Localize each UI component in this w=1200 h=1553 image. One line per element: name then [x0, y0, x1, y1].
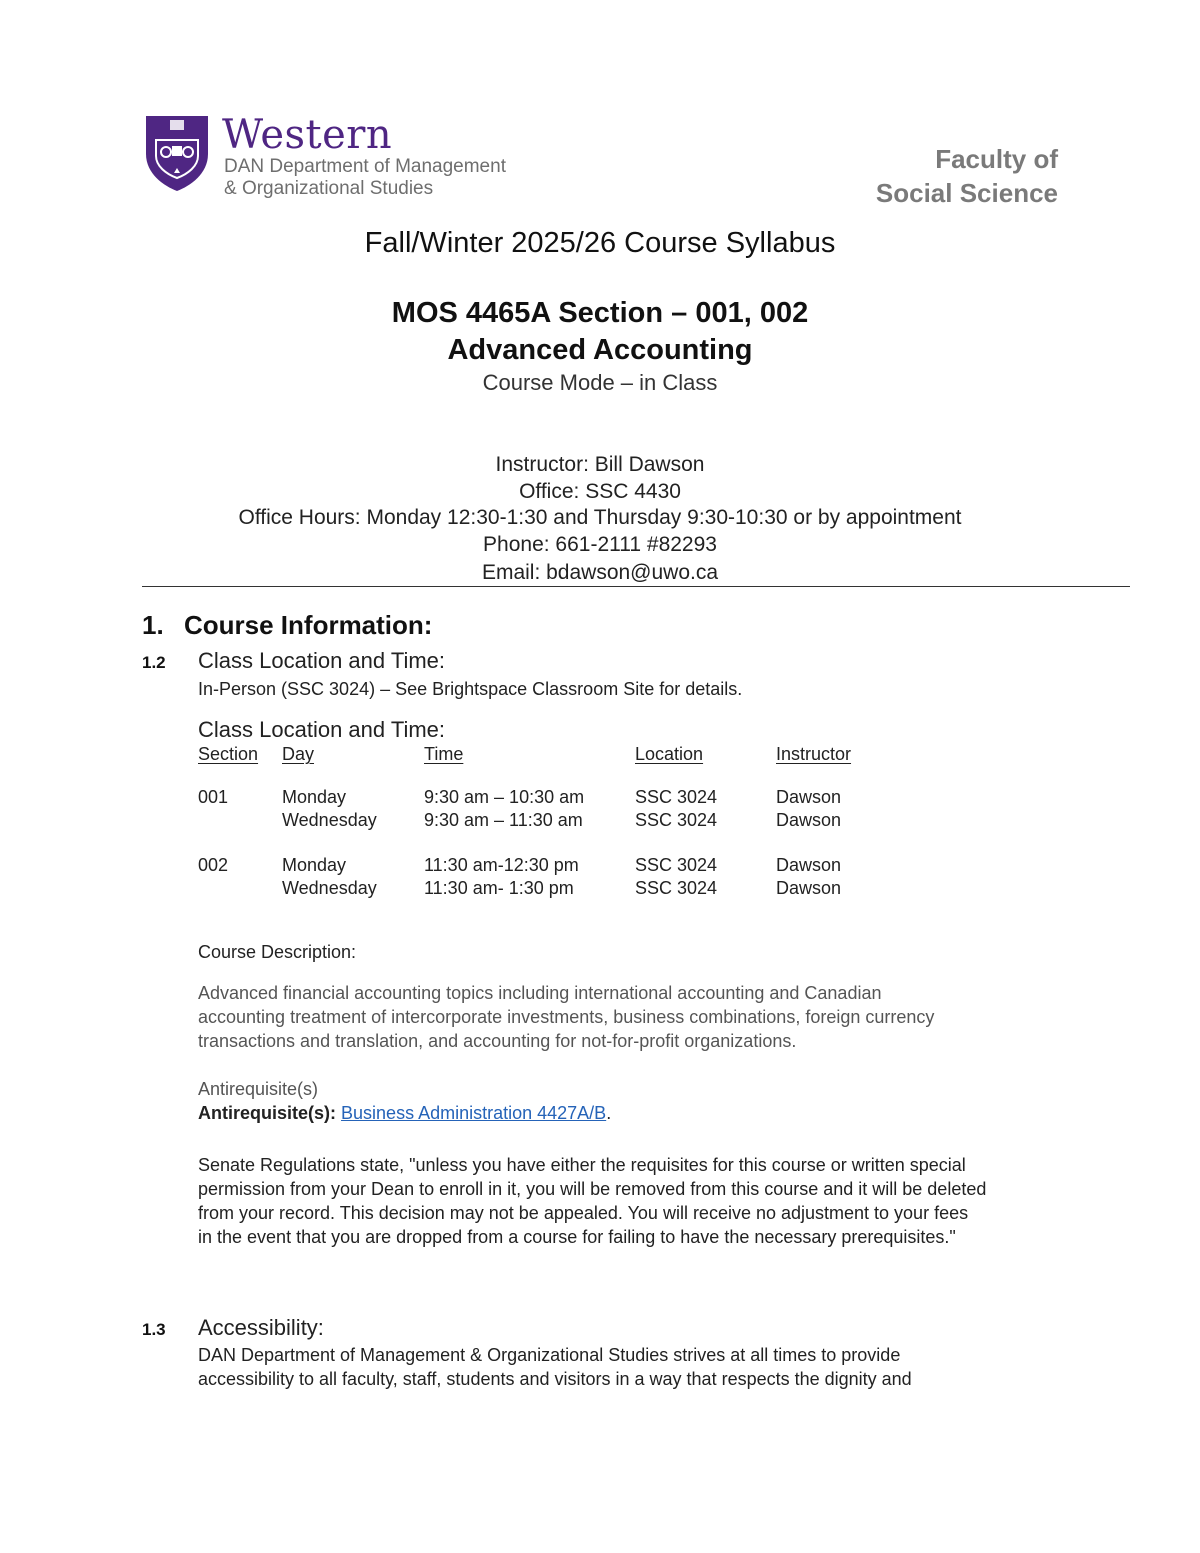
description-line: accounting treatment of intercorporate investments, business combinations, foreign currency	[198, 1007, 935, 1027]
email-address: Email: bdawson@uwo.ca	[481, 561, 719, 584]
course-mode: Course Mode – in Class	[482, 370, 718, 395]
western-dan-logo	[144, 112, 524, 202]
schedule-cell-day: Monday	[282, 787, 347, 807]
subsection-1-2-title: Class Location and Time:	[198, 648, 446, 673]
subsection-1-3-title: Accessibility:	[198, 1315, 324, 1340]
antirequisite-bold-label: Antirequisite(s):	[198, 1103, 337, 1123]
senate-regulations-text	[198, 1153, 1118, 1249]
course-description-label: Course Description:	[198, 942, 357, 962]
schedule-cell-day: Monday	[282, 855, 347, 875]
course-name: Advanced Accounting	[447, 334, 753, 366]
schedule-cell-instructor: Dawson	[776, 810, 842, 830]
subsection-1-3-number: 1.3	[142, 1320, 166, 1339]
course-code: MOS 4465A Section – 001, 002	[391, 297, 809, 329]
antirequisite-course-link[interactable]: Business Administration 4427A/B	[341, 1103, 607, 1123]
accessibility-line: DAN Department of Management & Organizational Studies strives at all times to provide	[198, 1345, 901, 1365]
office-hours: Office Hours: Monday 12:30-1:30 and Thursday 9:30-10:30 or by appointment	[238, 506, 962, 529]
senate-line: from your record. This decision may not be appealed. You will receive no adjustment to your fees	[198, 1203, 969, 1223]
schedule-cell-instructor: Dawson	[776, 855, 842, 875]
schedule-cell-instructor: Dawson	[776, 787, 842, 807]
schedule-cell-time: 9:30 am – 11:30 am	[424, 810, 583, 830]
schedule-cell-section: 001	[198, 787, 229, 807]
syllabus-title: Fall/Winter 2025/26 Course Syllabus	[364, 227, 836, 259]
schedule-header-location: Location	[635, 744, 704, 764]
schedule-cell-time: 11:30 am-12:30 pm	[424, 855, 579, 875]
phone-number: Phone: 661-2111 #82293	[483, 533, 717, 556]
faculty-name	[876, 142, 1058, 210]
schedule-cell-location: SSC 3024	[635, 787, 718, 807]
schedule-cell-day: Wednesday	[282, 878, 377, 898]
office-location: Office: SSC 4430	[519, 480, 681, 503]
accessibility-line: accessibility to all faculty, staff, students and visitors in a way that respects the dignity and	[198, 1369, 912, 1389]
western-shield-icon	[144, 112, 210, 192]
schedule-cell-location: SSC 3024	[635, 855, 718, 875]
section-1-heading	[142, 610, 432, 641]
schedule-cell-section: 002	[198, 855, 229, 875]
schedule-cell-location: SSC 3024	[635, 810, 718, 830]
antirequisite-period: .	[606, 1103, 612, 1123]
section-1-number: 1.	[142, 610, 164, 640]
schedule-cell-time: 9:30 am – 10:30 am	[424, 787, 585, 807]
accessibility-text	[198, 1343, 1098, 1391]
schedule-header-instructor: Instructor	[776, 744, 852, 764]
faculty-line2: Social Science	[875, 178, 1058, 208]
schedule-header-time: Time	[424, 744, 464, 764]
header-divider	[142, 586, 1130, 587]
antirequisite-label: Antirequisite(s)	[198, 1079, 319, 1099]
schedule-cell-day: Wednesday	[282, 810, 377, 830]
senate-line: permission from your Dean to enroll in it, you will be removed from this course and it will be deleted	[198, 1179, 987, 1199]
description-line: transactions and translation, and accounting for not-for-profit organizations.	[198, 1031, 797, 1051]
antirequisite-line	[198, 1101, 611, 1125]
schedule-cell-location: SSC 3024	[635, 878, 718, 898]
schedule-cell-time: 11:30 am- 1:30 pm	[424, 878, 574, 898]
schedule-header-day: Day	[282, 744, 315, 764]
description-line: Advanced financial accounting topics including international accounting and Canadian	[198, 983, 882, 1003]
logo-department-line2: & Organizational Studies	[224, 178, 434, 199]
schedule-title: Class Location and Time:	[198, 717, 446, 742]
senate-line: Senate Regulations state, "unless you have either the requisites for this course or written special	[198, 1155, 966, 1175]
subsection-1-2-number: 1.2	[142, 653, 166, 672]
logo-department-line1: DAN Department of Management	[224, 156, 506, 177]
faculty-line1: Faculty of	[935, 144, 1058, 174]
senate-line: in the event that you are dropped from a course for failing to have the necessary prerequisites."	[198, 1227, 956, 1247]
class-location-text: In-Person (SSC 3024) – See Brightspace Classroom Site for details.	[198, 679, 743, 699]
course-description-text	[198, 981, 1098, 1053]
logo-wordmark: Western	[222, 112, 393, 158]
schedule-cell-instructor: Dawson	[776, 878, 842, 898]
schedule-header-section: Section	[198, 744, 259, 764]
instructor-name: Instructor: Bill Dawson	[495, 453, 705, 476]
section-1-title: Course Information:	[184, 610, 433, 640]
